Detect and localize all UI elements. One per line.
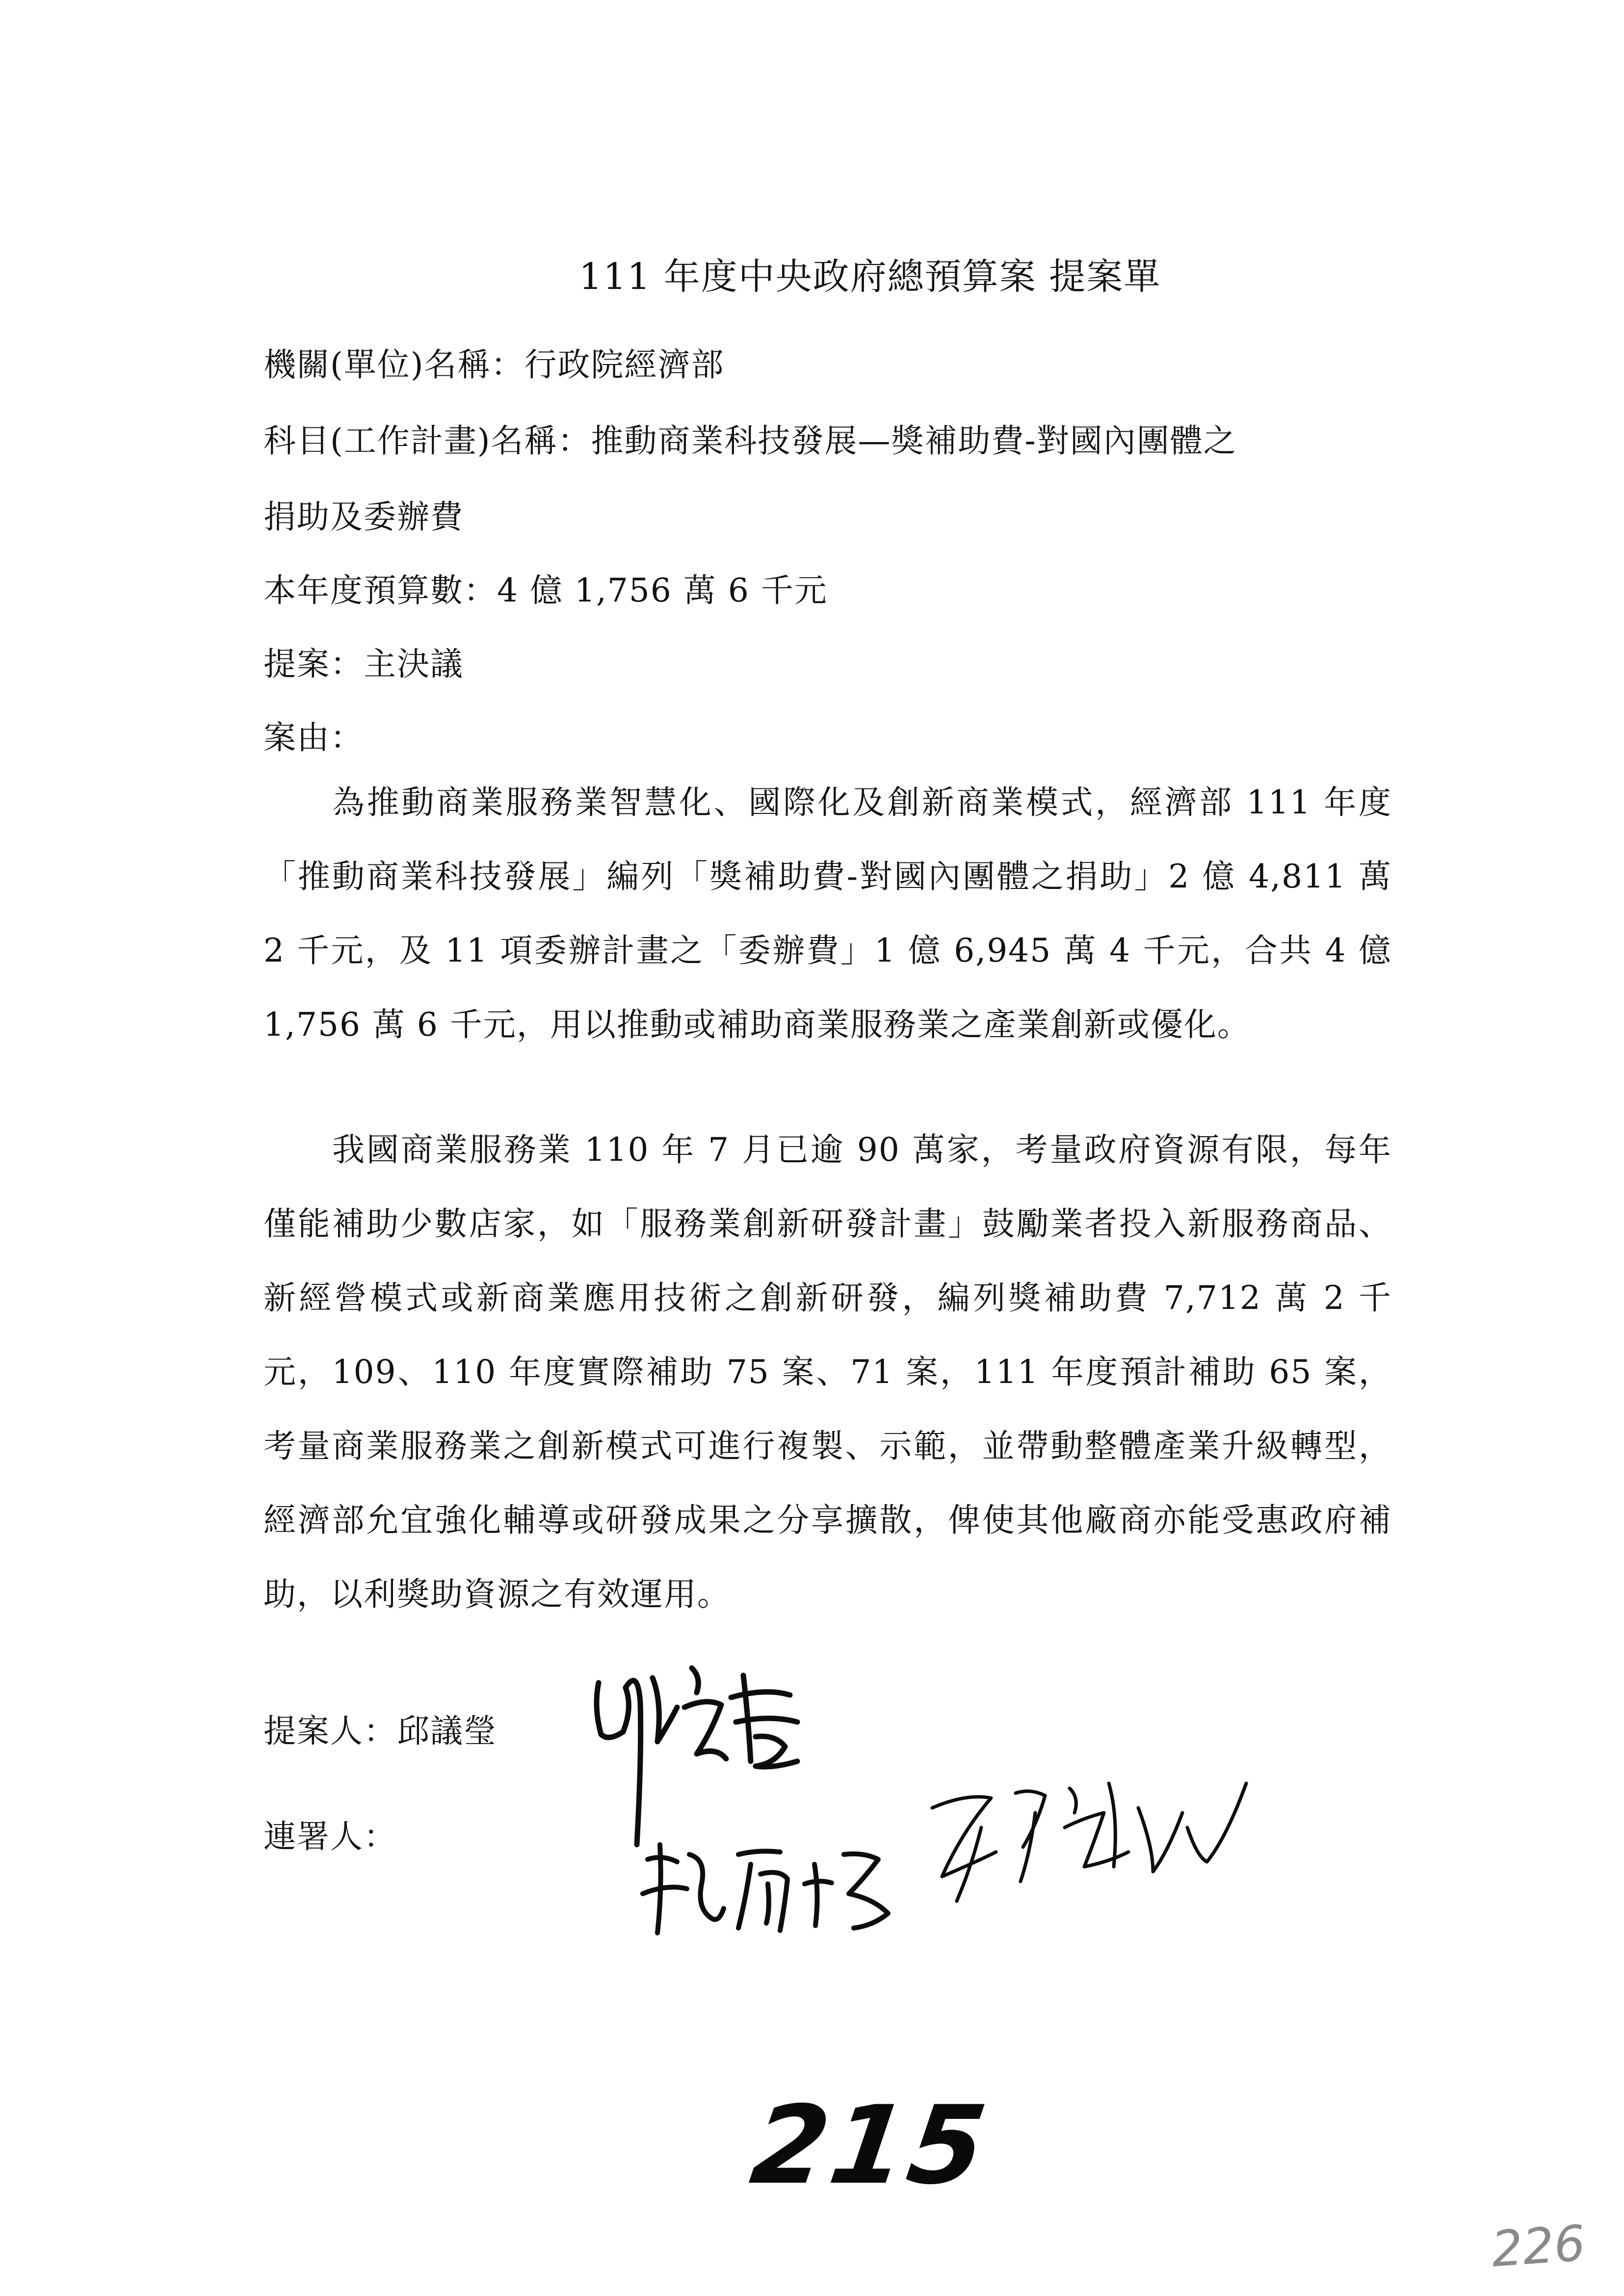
- subject-field-continued: [263, 491, 464, 537]
- proposer-name: 邱議瑩: [397, 1712, 497, 1750]
- subject-value-line1: 推動商業科技發展—獎補助費-對國內團體之: [591, 422, 1237, 460]
- cosigner-signature-1: [633, 1825, 908, 1953]
- subject-label: 科目(工作計畫)名稱：: [263, 422, 591, 460]
- reason-paragraph-2: 我國商業服務業 110 年 7 月已逾 90 萬家，考量政府資源有限，每年僅能補助少數店家，如「服務業創新研發計畫」鼓勵業者投入新服務商品、新經營模式或新商業應用技術之創新研發，編列獎補助費 7,712 萬 2 千元，109、110 年度實際補助 75 案、71 案，111 年度預計補助 65 案，考量商業服務業之創新模式可進行複製、示範，並帶動整體產業升級轉型，經濟部允宜強化輔導或研發成果之分享擴散，俾使其他廠商亦能受惠政府補助，以利獎助資源之有效運用。: [263, 1131, 1392, 1613]
- cosigner-signature-2: [922, 1754, 1266, 1916]
- agency-field: [263, 339, 725, 385]
- reason-paragraph-1: 為推動商業服務業智慧化、國際化及創新商業模式，經濟部 111 年度「推動商業科技發展」編列「獎補助費-對國內團體之捐助」2 億 4,811 萬 2 千元，及 11 項委辦計畫之「委辦費」1 億 6,945 萬 4 千元，合共 4 億 1,756 萬 6 千元，用以推動或補助商業服務業之產業創新或優化。: [263, 783, 1392, 1044]
- proposer-field: [263, 1705, 497, 1751]
- reason-label: 案由：: [263, 719, 364, 757]
- proposal-field: [263, 638, 464, 684]
- proposer-signature: [579, 1648, 834, 1854]
- document-title: 111 年度中央政府總預算案 提案單: [579, 256, 1161, 298]
- reason-heading: [263, 711, 364, 758]
- subject-value-line2: 捐助及委辦費: [263, 498, 464, 536]
- agency-label: 機關(單位)名稱：: [263, 346, 524, 384]
- cosigners-field: [263, 1810, 397, 1857]
- corner-page-number: 226: [1490, 2214, 1587, 2278]
- proposer-label: 提案人：: [263, 1712, 397, 1750]
- subject-field: [263, 415, 1237, 461]
- cosigners-label: 連署人：: [263, 1818, 397, 1855]
- budget-field: [263, 564, 828, 611]
- proposal-value: 主決議: [364, 645, 464, 683]
- budget-label: 本年度預算數：: [263, 572, 497, 609]
- budget-value: 4 億 1,756 萬 6 千元: [497, 572, 828, 609]
- agency-value: 行政院經濟部: [524, 346, 725, 384]
- page-number: 215: [744, 2083, 996, 2208]
- proposal-label: 提案：: [263, 645, 364, 683]
